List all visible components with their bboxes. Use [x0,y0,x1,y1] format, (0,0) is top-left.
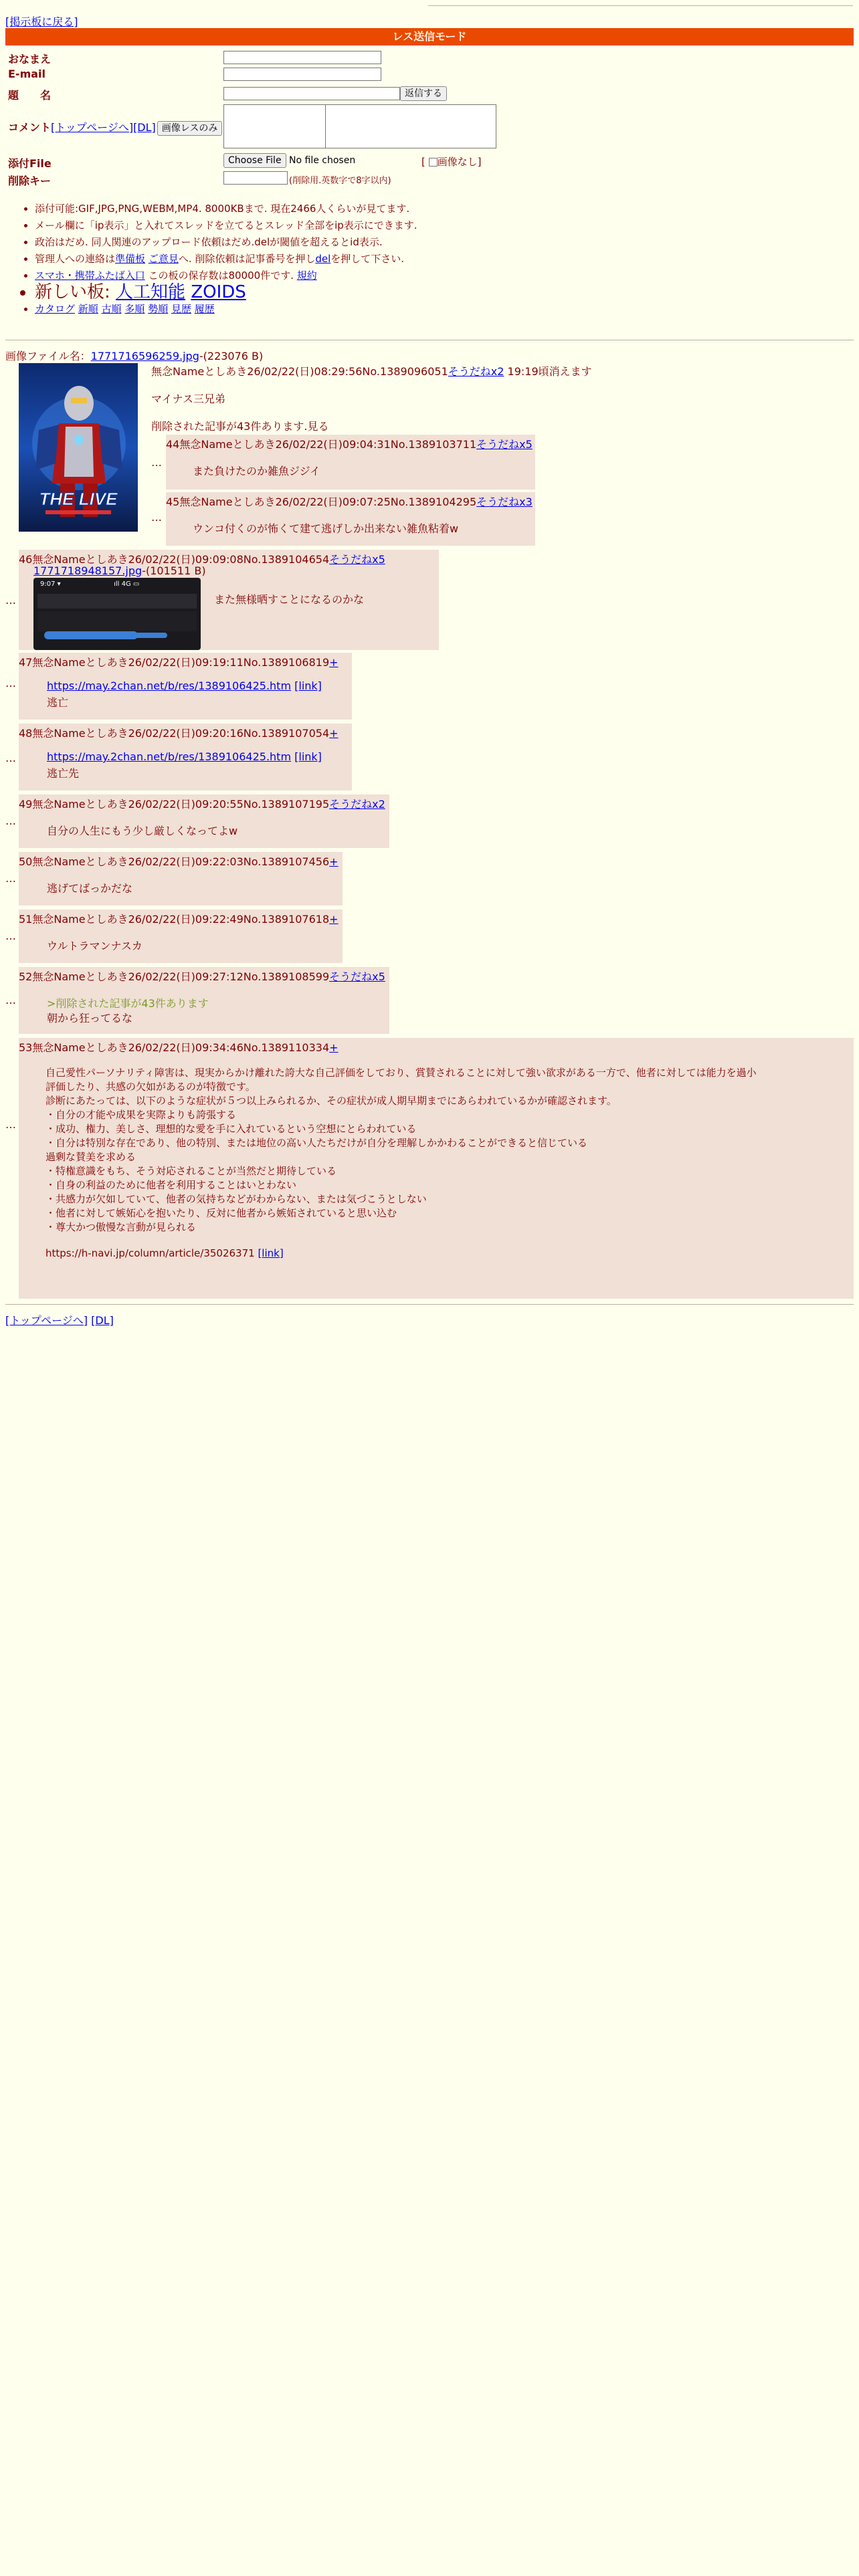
reply-header-text: 47無念Nameとしあき26/02/22(日)09:19:11No.1389106819 [19,656,330,669]
op-header-text: 無念Nameとしあき26/02/22(日)08:29:56No.1389096051 [151,365,448,378]
body-url-link[interactable]: [link] [258,1247,284,1259]
body-line: 評価したり、共感の欠如があるのが特徴です。 [45,1081,256,1093]
reply-dots: … [5,677,16,689]
reply-dots: … [151,456,162,469]
phone-status-bar: 9:07 ▾ ıll 4G ▭ [40,580,140,588]
delkey-note: (削除用.英数字で8字以内) [289,176,391,186]
comment-label: コメント [8,121,52,134]
reply-49 [19,794,389,848]
soudane-link[interactable]: そうだねx3 [476,496,533,508]
top-page-link[interactable]: [トップページへ] [51,121,134,134]
reply-link-button[interactable]: [link] [294,679,322,692]
reply-50 [19,852,343,905]
info-rules: • 政治はだめ. 同人関連のアップロード依頼はだめ.delが閾値を超えるとid表示. [35,234,417,251]
sort-old-link[interactable]: 古順 [101,303,122,315]
reply-body: ウルトラマンナスカ [47,940,142,952]
info-contact-end: を押して下さい. [330,253,405,265]
reply-body: 逃亡先 [47,767,80,780]
body-line: 診断にあたっては、以下のような症状が５つ以上みられるか、その症状が成人期早期までにあらわれているかが確認されます。 [45,1095,617,1107]
reply-image-link[interactable]: 1771718948157.jpg [33,564,142,577]
reply-body: また無様晒すことになるのかな [214,593,365,606]
reply-header [166,436,533,451]
reply-file-info [33,564,206,577]
soudane-link[interactable]: そうだねx5 [476,438,533,451]
reply-body: また負けたのか雑魚ジジイ [193,465,320,477]
add-soudane-link[interactable]: + [329,727,339,740]
info-upload-limits: • 添付可能:GIF,JPG,PNG,WEBM,MP4. 8000KBまで. 現在2466人くらいが見てます. [35,201,417,217]
footer-dl-link[interactable]: [DL] [91,1314,114,1327]
body-url-text: https://h-navi.jp/column/article/35026371 [45,1247,255,1259]
body-line: ・自分は特別な存在であり、他の特別、または地位の高い人たちだけが自分を理解しかかわることができると信じている [45,1137,588,1149]
image-file-label: 画像ファイル名： [5,350,91,362]
name-input[interactable] [223,51,381,64]
body-spacer [45,1235,757,1247]
board-info-list [8,201,417,318]
sort-many-link[interactable]: 多順 [124,303,145,315]
op-body: マイナス三兄弟 [151,393,226,405]
reply-mode-title: レス送信モード [5,28,854,45]
view-history-link[interactable]: 見歴 [171,303,191,315]
file-picker[interactable] [223,153,355,168]
reply-header-text: 46無念Nameとしあき26/02/22(日)09:09:08No.1389104654 [19,553,330,566]
op-image-size: -(223076 B) [199,350,264,362]
body-line: ・他者に対して嫉妬心を抱いたり、反対に他者から嫉妬されていると思い込む [45,1207,397,1219]
reply-header [19,725,339,740]
comment-textarea[interactable] [223,104,496,148]
body-line: ・特権意識をもち、そう対応されることが当然だと期待している [45,1165,337,1177]
add-soudane-link[interactable]: + [329,913,339,926]
add-soudane-link[interactable]: + [329,656,339,669]
no-image-label: 画像なし [437,156,478,168]
reply-header-text: 44無念Nameとしあき26/02/22(日)09:04:31No.1389103711 [166,438,477,451]
opinion-link[interactable]: ご意見 [148,253,179,265]
reply-header-text: 52無念Nameとしあき26/02/22(日)09:27:12No.1389108599 [19,970,330,983]
deleted-note[interactable]: 削除された記事が43件あります.見る [151,420,329,433]
op-image-info [5,348,263,363]
reply-header [19,911,339,926]
footer-divider [5,1304,854,1305]
reply-header [19,1039,339,1055]
subject-label: 題 名 [8,89,52,102]
no-image-checkbox[interactable] [429,158,438,167]
info-contact-post: へ. 削除依頼は記事番号を押し [178,253,316,265]
name-label: おなまえ [8,53,52,66]
reply-dots: … [5,994,16,1006]
reply-header [19,853,339,869]
body-line: ・自分の才能や成果を実際よりも誇張する [45,1109,237,1121]
reply-header-text: 51無念Nameとしあき26/02/22(日)09:22:49No.1389107618 [19,913,330,926]
new-boards [35,284,417,301]
reply-header-text: 45無念Nameとしあき26/02/22(日)09:07:25No.1389104295 [166,496,477,508]
op-expire-time: 19:19頃消えます [504,365,592,378]
op-image-link[interactable]: 1771716596259.jpg [90,350,199,362]
reply-dots: … [5,872,16,885]
reply-header [19,796,385,811]
top-divider [428,5,853,6]
reply-body: ウンコ付くのが怖くて建て逃げしか出来ない雑魚粘着w [193,522,459,535]
del-link[interactable]: del [315,253,331,265]
zoids-board-link[interactable]: ZOIDS [191,282,246,302]
op-header [151,363,592,379]
reply-body: 逃亡 [47,696,69,709]
op-soudane-link[interactable]: そうだねx2 [448,365,504,378]
soudane-link[interactable]: そうだねx5 [329,970,385,983]
phone-text-block [37,611,197,631]
email-label: E-mail [8,68,46,80]
reply-header-text: 53無念Nameとしあき26/02/22(日)09:34:46No.1389110334 [19,1041,330,1054]
terms-link[interactable]: 規約 [296,270,317,282]
body-line: ・自身の利益のために他者を利用することはいとわない [45,1179,297,1191]
reply-link-button[interactable]: [link] [294,750,322,763]
reply-dots: … [5,930,16,942]
add-soudane-link[interactable]: + [329,1041,339,1054]
ai-board-link[interactable]: 人工知能 [116,282,186,302]
reply-dots: … [151,511,162,524]
svg-text:THE LIVE: THE LIVE [39,489,118,509]
delkey-label: 削除キー [8,175,52,187]
textarea-divider [325,104,326,148]
mobile-entrance-link[interactable]: スマホ・携帯ふたば入口 [35,270,145,282]
reply-48 [19,724,352,790]
reply-quote: >削除された記事が43件あります [47,997,209,1010]
reply-47 [19,653,352,720]
reply-header-text: 50無念Nameとしあき26/02/22(日)09:22:03No.1389107456 [19,855,330,868]
phone-title-bar [37,594,197,609]
soudane-link[interactable]: そうだねx5 [329,553,385,566]
sort-new-link[interactable]: 新順 [78,303,98,315]
back-to-board-link[interactable] [5,13,78,29]
submit-button[interactable]: 返信する [400,86,447,101]
history-link[interactable]: 履歴 [194,303,215,315]
reply-51 [19,909,343,963]
body-line: ・共感力が欠如していて、他者の気持ちなどがわからない、または気づこうとしない [45,1193,427,1205]
body-line: ・成功、権力、美しさ、理想的な愛を手に入れているという空想にとらわれている [45,1123,417,1135]
footer-top-link[interactable]: [トップページへ] [5,1314,88,1327]
reply-45 [166,492,535,546]
reply-body-lines [45,1066,757,1261]
reply-header [19,968,385,984]
subject-input[interactable] [223,87,400,100]
reply-body: 朝から狂ってるな [47,1012,133,1025]
info-contact-pre: 管理人への連絡は [35,253,116,265]
phone-blue-bar-2 [134,633,167,638]
reply-url-link[interactable]: https://may.2chan.net/b/res/1389106425.htm [47,679,292,692]
reply-url-link[interactable]: https://may.2chan.net/b/res/1389106425.htm [47,750,292,763]
sort-momentum-link[interactable]: 勢順 [148,303,169,315]
body-line: 自己愛性パーソナリティ障害は、現実からかけ離れた誇大な自己評価をしており、賞賛されることに対して強い欲求がある一方で、他者に対しては能力を過小 [45,1067,757,1079]
reply-body: 逃げてばっかだな [47,882,133,895]
no-image-option[interactable]: [ 画像なし] [421,156,482,168]
dl-link[interactable]: [DL] [133,121,156,134]
reply-header [19,654,339,669]
reply-body: 自分の人生にもう少し厳しくなってよw [47,825,238,837]
back-link-text[interactable]: [掲示板に戻る] [5,15,78,28]
reply-dots: … [5,594,16,607]
new-board-label: 新しい板: [35,282,116,302]
reply-44 [166,435,535,490]
reply-dots: … [5,815,16,827]
reply-dots: … [5,752,16,764]
reply-header [166,494,533,509]
body-url-row [45,1247,757,1261]
file-label: 添付File [8,157,52,170]
reply-image-size: -(101511 B) [142,564,206,577]
comment-label-row [8,119,222,136]
info-contact [35,251,417,267]
info-ip-display: • メール欄に「ip表示」と入れてスレッドを立てるとスレッド全部をip表示にできます. [35,217,417,234]
prep-board-link[interactable]: 準備板 [115,253,146,265]
add-soudane-link[interactable]: + [329,855,339,868]
reply-link-row [47,750,322,763]
email-input[interactable] [223,68,381,81]
reply-53 [19,1038,854,1299]
reply-dots: … [5,1118,16,1131]
soudane-link[interactable]: そうだねx2 [329,798,385,811]
body-line: ・尊大かつ傲慢な言動が見られる [45,1221,197,1233]
reply-link-row [47,679,322,692]
reply-header-text: 49無念Nameとしあき26/02/22(日)09:20:55No.1389107195 [19,798,330,811]
reply-header-text: 48無念Nameとしあき26/02/22(日)09:20:16No.1389107054 [19,727,330,740]
phone-blue-bar [44,631,138,639]
body-line: 過剰な賛美を求める [45,1151,136,1163]
catalog-link[interactable]: カタログ [35,303,76,315]
reply-image-thumbnail[interactable] [33,578,201,650]
no-file-text: No file chosen [289,155,356,166]
reply-52 [19,967,389,1034]
delkey-input[interactable] [223,171,288,185]
info-storage: この板の保存数は80000件です. [145,270,297,282]
footer-links [5,1312,114,1327]
image-only-button[interactable]: 画像レスのみ [157,121,223,136]
op-image-thumbnail[interactable] [19,363,138,532]
nav-links [35,301,417,318]
choose-file-button[interactable]: Choose File [223,153,286,168]
